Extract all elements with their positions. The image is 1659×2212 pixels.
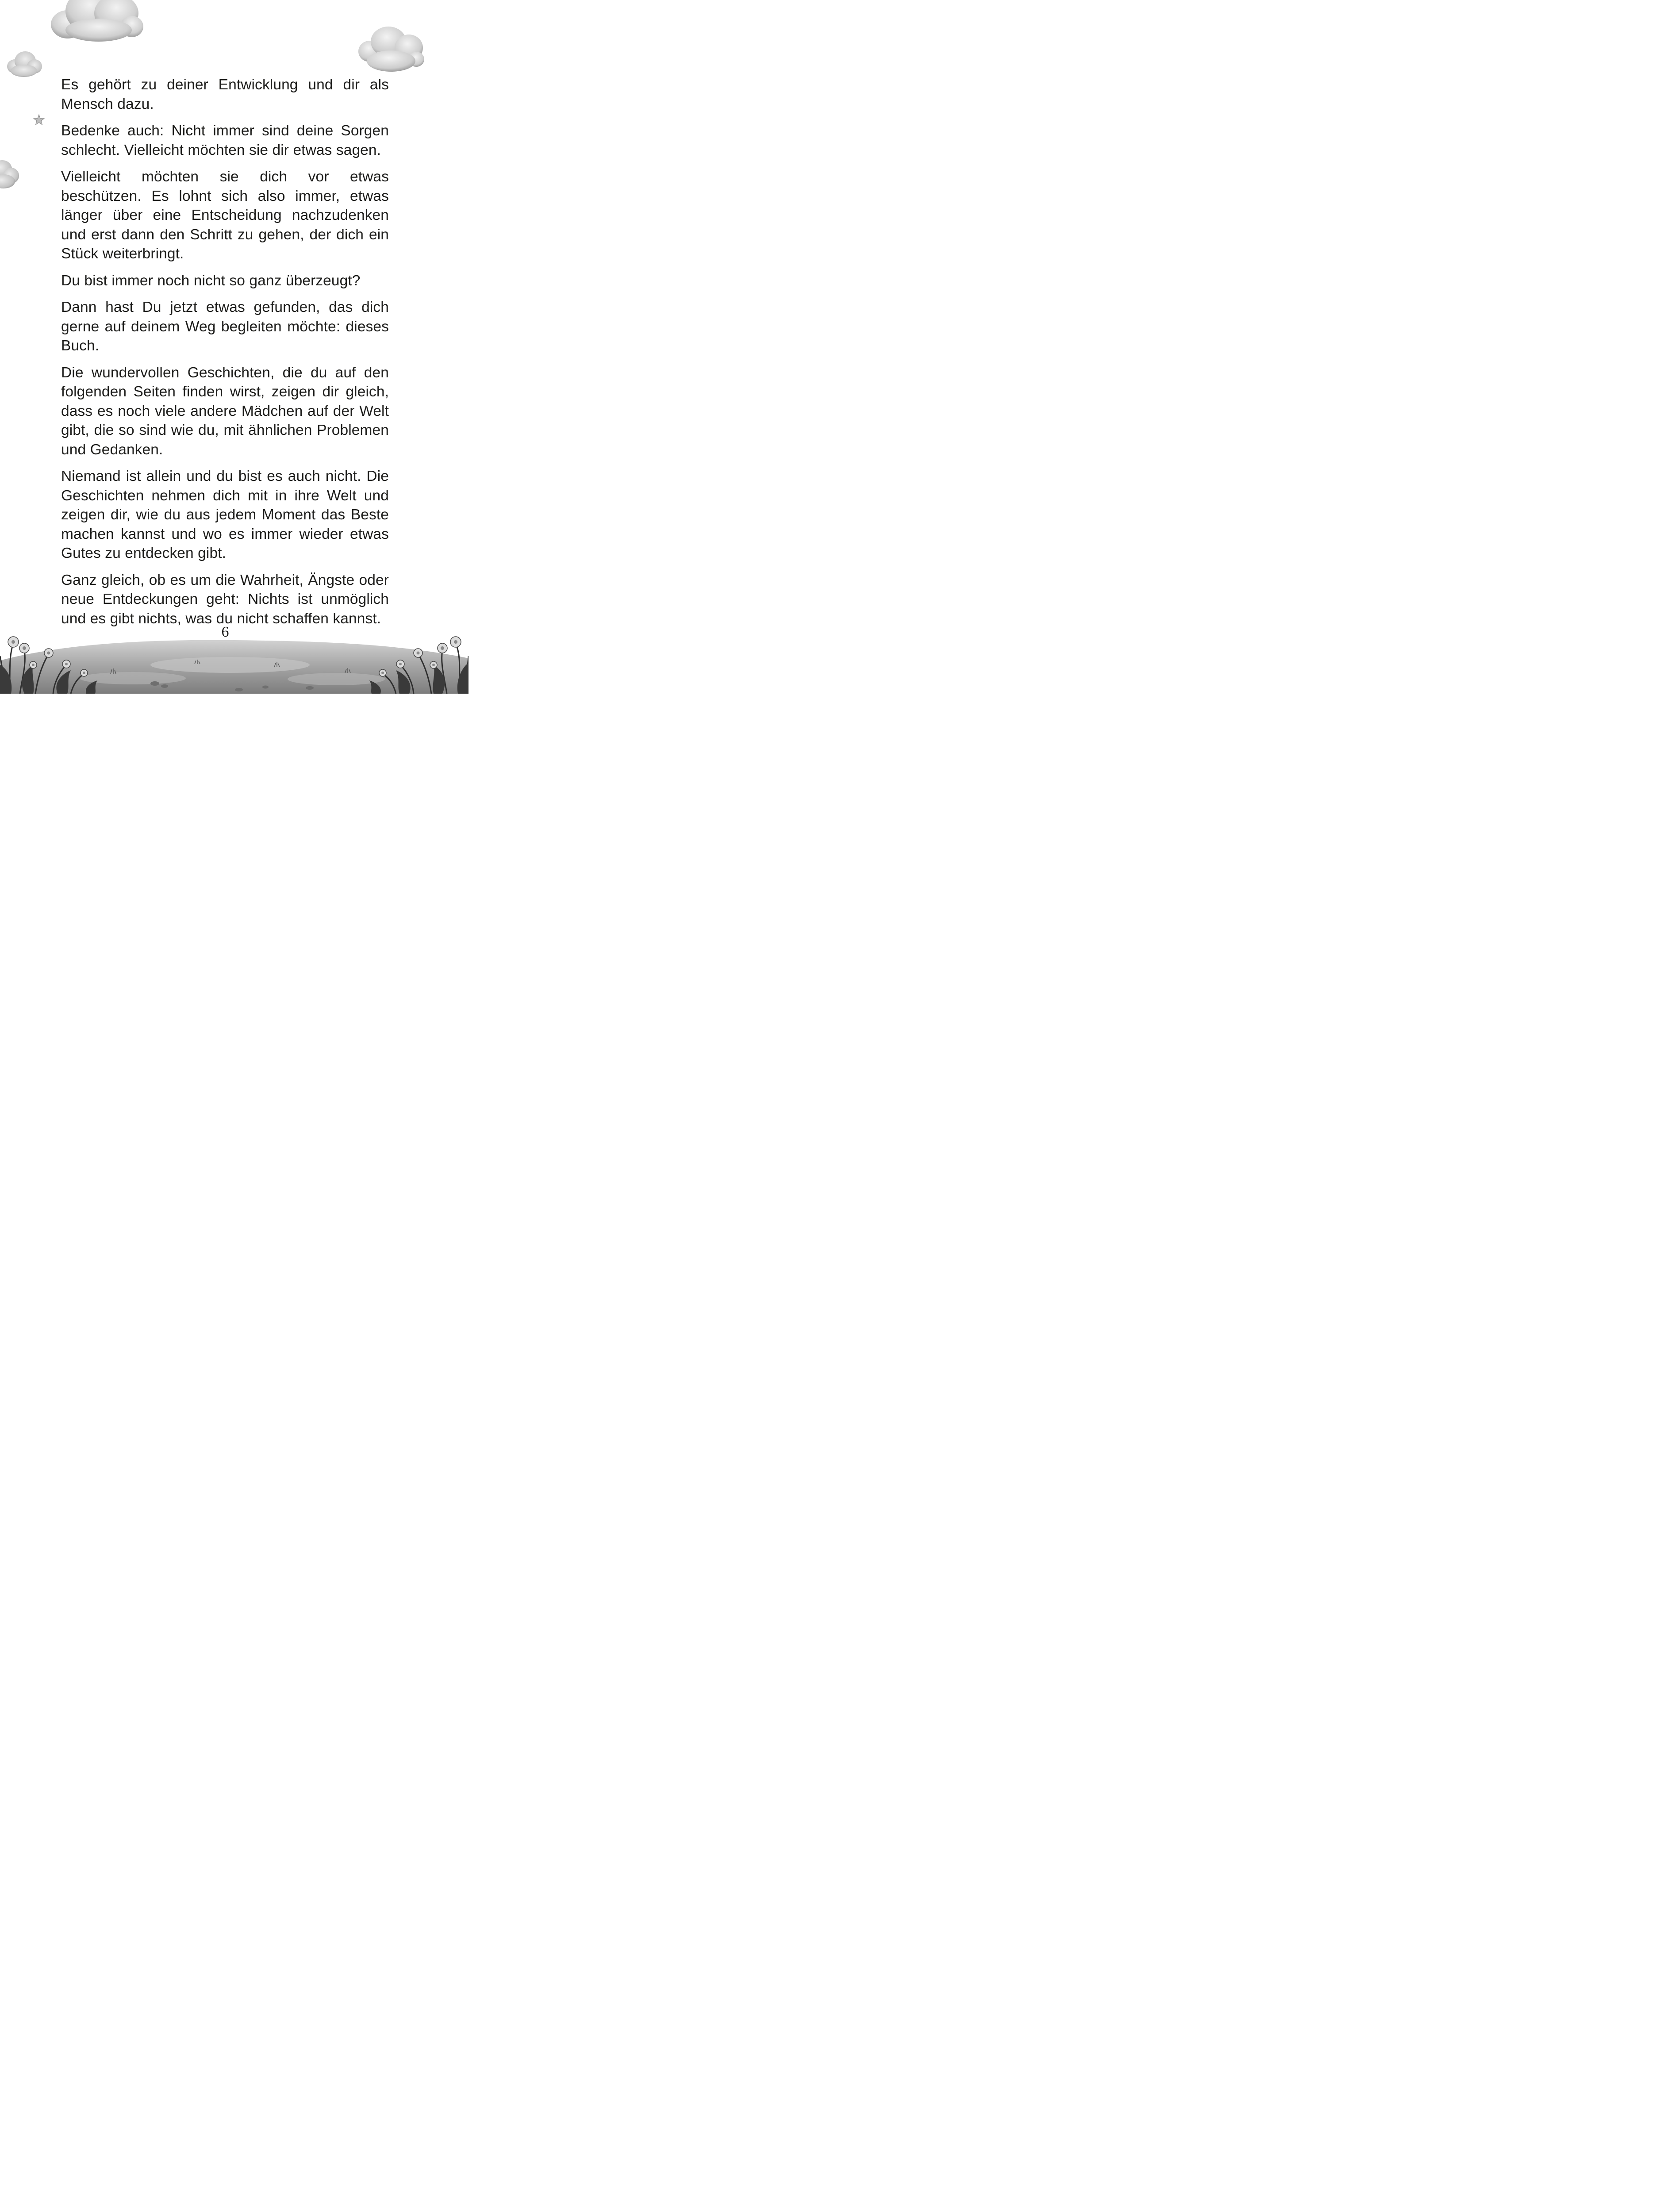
paragraph: Dann hast Du jetzt etwas gefunden, das dich gerne auf deinem Weg begleiten möchte: dieses Buch.	[61, 299, 389, 354]
star-icon	[33, 114, 45, 126]
paragraph: Es gehört zu deiner Entwicklung und dir als Mensch dazu.	[61, 77, 389, 112]
page-number: 6	[221, 624, 229, 640]
body-text	[61, 75, 389, 636]
paragraph: Bedenke auch: Nicht immer sind deine Sorgen schlecht. Vielleicht möchten sie dir etwas sagen.	[61, 123, 389, 158]
paragraph: Du bist immer noch nicht so ganz überzeugt?	[61, 272, 361, 289]
cloud-icon	[5, 49, 43, 80]
cloud-icon	[0, 156, 22, 191]
paragraph: Die wundervollen Geschichten, die du auf den folgenden Seiten finden wirst, zeigen dir gleich, dass es noch viele andere Mädchen auf der Welt gibt, die so sind wie du, mit ähnlichen Problemen und Gedanken.	[61, 364, 389, 458]
book-page	[0, 0, 469, 694]
paragraph: Niemand ist allein und du bist es auch nicht. Die Geschichten nehmen dich mit in ihre Welt und zeigen dir, wie du aus jedem Moment das Beste machen kannst und wo es immer wieder etwas Gutes zu entdecken gibt.	[61, 468, 389, 561]
cloud-icon	[48, 0, 145, 44]
paragraph: Vielleicht möchten sie dich vor etwas beschützen. Es lohnt sich also immer, etwas länger über eine Entscheidung nachzudenken und erst dann den Schritt zu gehen, der dich ein Stück weiterbringt.	[61, 169, 389, 262]
paragraph: Ganz gleich, ob es um die Wahrheit, Ängste oder neue Entdeckungen geht: Nichts ist unmöglich und es gibt nichts, was du nicht schaffen kannst.	[61, 572, 389, 627]
cloud-icon	[357, 25, 425, 74]
